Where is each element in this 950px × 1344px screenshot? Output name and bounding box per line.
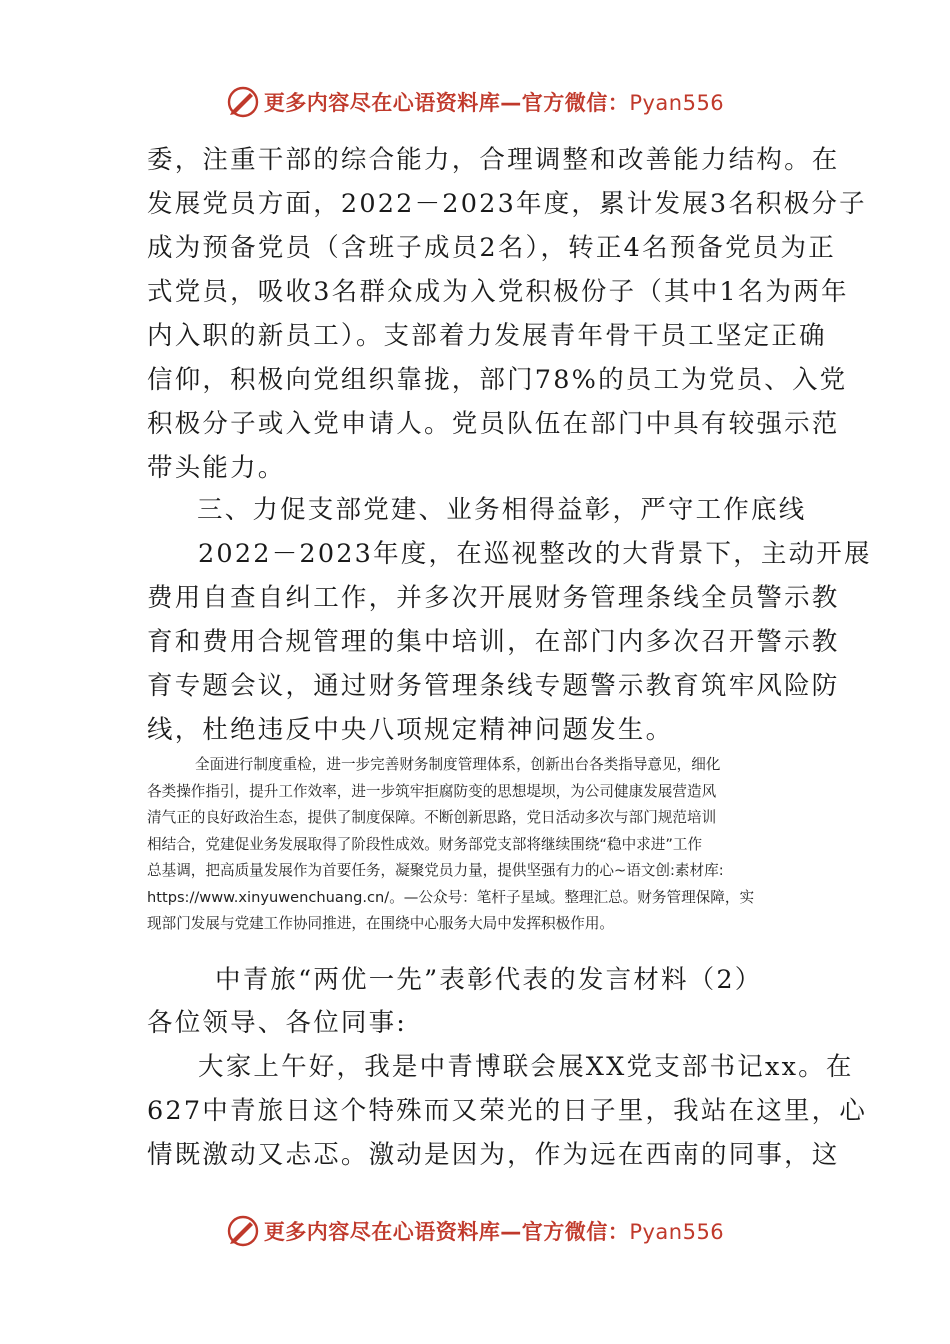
section-heading [197,488,857,532]
banner-text [264,1216,724,1246]
text-line: 信仰，积极向党组织靠拢，部门78%的员工为党员、入党 [147,365,848,395]
banner-text [264,87,724,117]
pen-circle-logo-icon [226,1214,260,1248]
banner-wechat-id: Pyan556 [629,91,725,115]
greeting [147,1001,807,1045]
text-line: 相结合，党建促业务发展取得了阶段性成效。财务部党支部将继续围绕“稳中求进”工作 [147,835,703,853]
text-line: 总基调，把高质量发展作为首要任务，凝聚党员力量，提供坚强有力的心~语文创:素材库: [147,862,724,879]
text-line: 全面进行制度重检，进一步完善财务制度管理体系，创新出台各类指导意见，细化 [195,756,721,773]
text-line: 线，杜绝违反中央八项规定精神问题发生。 [147,715,674,745]
document-title-text: 中青旅“两优一先”表彰代表的发言材料（2） [215,965,763,995]
text-line: 627中青旅日这个特殊而又荣光的日子里，我站在这里，心 [147,1096,868,1126]
pen-circle-logo-icon [226,85,260,119]
text-line: 情既激动又忐忑。激动是因为，作为远在西南的同事，这 [147,1140,840,1170]
paragraph-small-print [147,752,817,938]
text-line: 委，注重干部的综合能力，合理调整和改善能力结构。在 [147,145,840,175]
banner-wechat-id: Pyan556 [629,1220,725,1244]
text-line: 现部门发展与党建工作协同推进，在围绕中心服务大局中发挥积极作用。 [147,915,615,932]
paragraph-speech-opening [147,1045,868,1177]
text-line: 带头能力。 [147,453,286,483]
section-heading-text: 三、力促支部党建、业务相得益彰，严守工作底线 [197,495,807,525]
text-line: 2022－2023年度，在巡视整改的大背景下，主动开展 [198,539,872,569]
paragraph-party-development [147,138,867,490]
greeting-text: 各位领导、各位同事: [147,1008,408,1038]
text-line: 式党员，吸收3名群众成为入党积极份子（其中1名为两年 [147,277,849,307]
text-line: 育和费用合规管理的集中培训，在部门内多次召开警示教 [147,627,840,657]
text-line: 各类操作指引，提升工作效率，进一步筑牢拒腐防变的思想堤坝，为公司健康发展营造风 [147,782,717,800]
banner-slogan: 更多内容尽在心语资料库—官方微信： [263,1220,630,1244]
paragraph-self-inspection [147,532,872,752]
text-line: 积极分子或入党申请人。党员队伍在部门中具有较强示范 [147,409,840,439]
footer-banner [0,1211,950,1251]
text-line: 内入职的新员工）。支部着力发展青年骨干员工坚定正确 [147,321,827,351]
text-line: 育专题会议，通过财务管理条线专题警示教育筑牢风险防 [147,671,840,701]
text-line: https://www.xinyuwenchuang.cn/。—公众号：笔杆子星域。整理汇总。财务管理保障，实 [147,888,755,906]
text-line: 清气正的良好政治生态，提供了制度保障。不断创新思路，党日活动多次与部门规范培训 [147,809,717,826]
text-line: 大家上午好，我是中青博联会展XX党支部书记xx。在 [198,1052,854,1082]
banner-slogan: 更多内容尽在心语资料库—官方微信： [263,91,630,115]
text-line: 发展党员方面，2022－2023年度，累计发展3名积极分子 [147,189,867,219]
document-title [215,958,875,1002]
text-line: 费用自查自纠工作，并多次开展财务管理条线全员警示教 [147,583,840,613]
text-line: 成为预备党员（含班子成员2名），转正4名预备党员为正 [147,233,836,263]
header-banner [0,82,950,122]
